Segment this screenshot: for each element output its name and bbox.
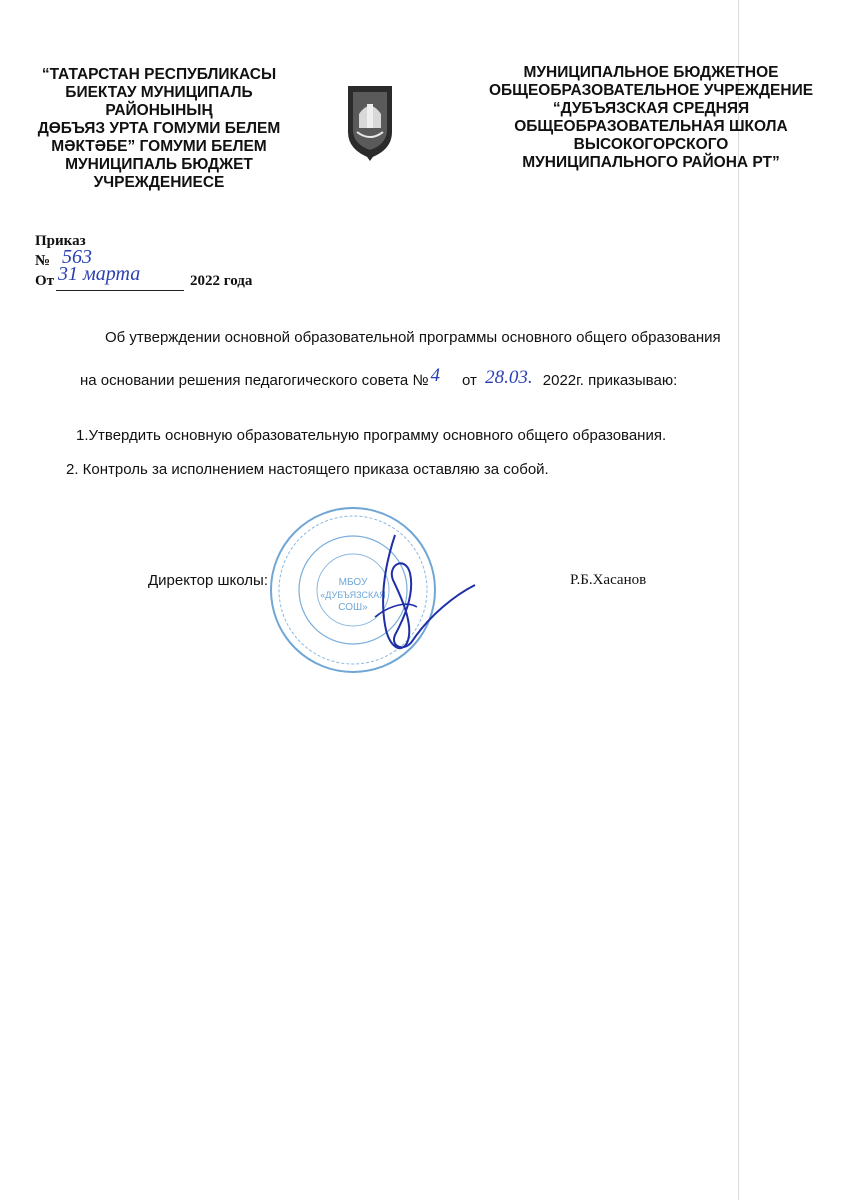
- council-number-handwritten: 4: [430, 365, 441, 386]
- order-basis-line: [80, 365, 678, 391]
- order-date-handwritten: 31 марта: [58, 263, 141, 285]
- order-item: 1.Утвердить основную образовательную программу основного общего образования.: [76, 427, 667, 444]
- header-left-line: БИЕКТАУ МУНИЦИПАЛЬ: [65, 84, 253, 101]
- header-left-tatar: [0, 66, 318, 192]
- header-left-line: МУНИЦИПАЛЬ БЮДЖЕТ: [65, 156, 253, 173]
- order-subject: Об утверждении основной образовательной программы основного общего образования: [105, 329, 721, 346]
- order-date-suffix: 2022 года: [190, 273, 253, 289]
- signature-role: Директор школы:: [148, 572, 268, 589]
- header-left-line: “ТАТАРСТАН РЕСПУБЛИКАСЫ: [41, 66, 277, 83]
- header-right-line: ОБЩЕОБРАЗОВАТЕЛЬНАЯ ШКОЛА: [514, 118, 788, 135]
- order-title: Приказ: [35, 233, 86, 249]
- order-date-prefix: От: [35, 273, 55, 289]
- basis-suffix: 2022г. приказываю:: [542, 372, 678, 389]
- header-right-line: МУНИЦИПАЛЬНОЕ БЮДЖЕТНОЕ: [523, 64, 779, 81]
- order-number-label: №: [35, 253, 51, 269]
- header-right-line: МУНИЦИПАЛЬНОГО РАЙОНА РТ”: [522, 154, 780, 171]
- order-number-handwritten: 563: [62, 246, 92, 268]
- council-date-handwritten: 28.03.: [485, 367, 533, 388]
- header-right-line: “ДУБЪЯЗСКАЯ СРЕДНЯЯ: [552, 100, 750, 117]
- order-item: 2. Контроль за исполнением настоящего приказа оставляю за собой.: [66, 461, 549, 478]
- header-left-line: РАЙОНЫНЫҢ: [105, 102, 213, 119]
- signature-name: Р.Б.Хасанов: [570, 572, 647, 588]
- order-date-field: [56, 263, 184, 291]
- header-right-russian: [462, 64, 840, 172]
- page-fold-line: [738, 0, 739, 1200]
- header-left-line: УЧРЕЖДЕНИЕСЕ: [93, 174, 225, 191]
- header-right-line: ВЫСОКОГОРСКОГО: [573, 136, 729, 153]
- basis-prefix: на основании решения педагогического совета №: [80, 372, 429, 389]
- header-right-line: ОБЩЕОБРАЗОВАТЕЛЬНОЕ УЧРЕЖДЕНИЕ: [488, 82, 814, 99]
- header-left-line: ДӨБЪЯЗ УРТА ГОМУМИ БЕЛЕМ: [37, 120, 281, 137]
- director-handwritten-signature: [355, 525, 480, 665]
- svg-text:«ДУБЪЯЗСКАЯ: «ДУБЪЯЗСКАЯ: [320, 590, 386, 600]
- svg-text:СОШ»: СОШ»: [338, 602, 368, 613]
- basis-date-label: от: [462, 372, 477, 389]
- header-left-line: МӘКТӘБЕ” ГОМУМИ БЕЛЕМ: [51, 138, 267, 155]
- coat-of-arms-icon: [345, 84, 395, 162]
- svg-text:МБОУ: МБОУ: [338, 577, 368, 588]
